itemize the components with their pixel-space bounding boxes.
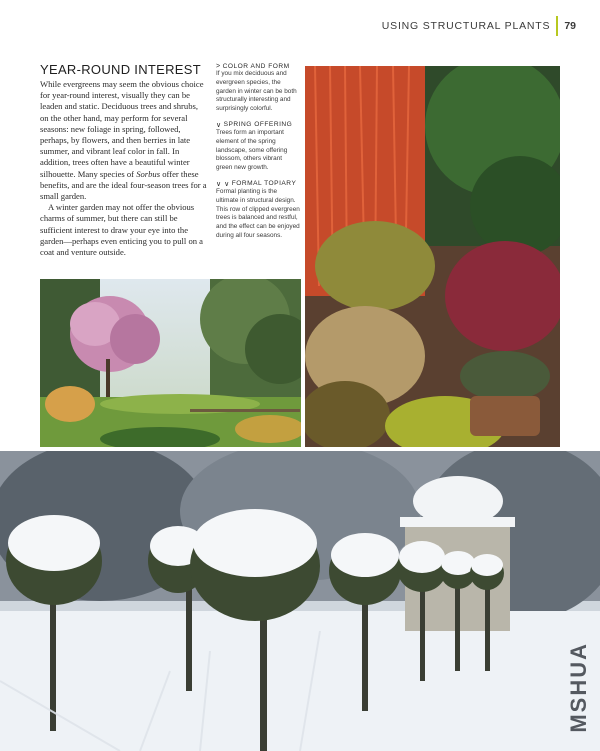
sorbus-italic: Sorbus: [136, 168, 161, 179]
paragraph-1: [40, 79, 208, 202]
caption-text: If you mix deciduous and evergreen species, the garden in winter can be both structurally interesting and surprisingly colorful.: [216, 70, 297, 113]
paragraph-1-part-b: offer these benefits, and are the ideal four-season trees for a small garden.: [40, 168, 207, 202]
caption-column: [216, 63, 300, 248]
caption-heading: FORMAL TOPIARY: [231, 180, 297, 188]
header-divider: [556, 16, 558, 36]
caption-heading: SPRING OFFERING: [223, 121, 293, 129]
caption-text: Formal planting is the ultimate in structural design. This row of clipped evergreen trees is balanced and restful, and the effect can be enjoyed during all four seasons.: [216, 187, 300, 239]
section-title: USING STRUCTURAL PLANTS: [381, 20, 551, 32]
caption-heading: COLOR AND FORM: [222, 63, 290, 70]
page-number: 79: [564, 20, 576, 32]
caption-text: Trees form an important element of the spring landscape, some offering blossom, others vibrant green new growth.: [216, 128, 288, 172]
paragraph-2: A winter garden may not offer the obvious charms of summer, but there can still be sufficient interest to draw your eye into the garden—perhaps even enticing you to pull on a coat and venture outside.: [40, 202, 203, 258]
chevron-right-icon: >: [216, 63, 221, 70]
winter-grasses-photo: [305, 66, 560, 447]
winter-topiary-photo: [0, 451, 600, 751]
caption-color-and-form: [216, 63, 300, 114]
spring-garden-photo: [40, 279, 301, 447]
article-body: [40, 79, 208, 258]
running-header: [382, 16, 576, 36]
watermark: MSHUA: [566, 642, 591, 733]
double-chevron-down-icon: ∨ ∨: [216, 180, 230, 188]
caption-spring-offering: [216, 121, 300, 173]
article-title: YEAR-ROUND INTEREST: [40, 62, 201, 77]
paragraph-1-part-a: While evergreens may seem the obvious choice for year-round interest, visually they can be leaden and static. Deciduous trees and shrubs, on the other hand, may perform for several seasons: new foliage in spring, followed, perhaps, by flowers, and then berries in late summer, and vibrant leaf color in fall. In addition, trees often have a beautiful winter silhouette. Many species of: [40, 79, 204, 179]
chevron-down-icon: ∨: [216, 121, 222, 129]
caption-formal-topiary: [216, 180, 300, 241]
